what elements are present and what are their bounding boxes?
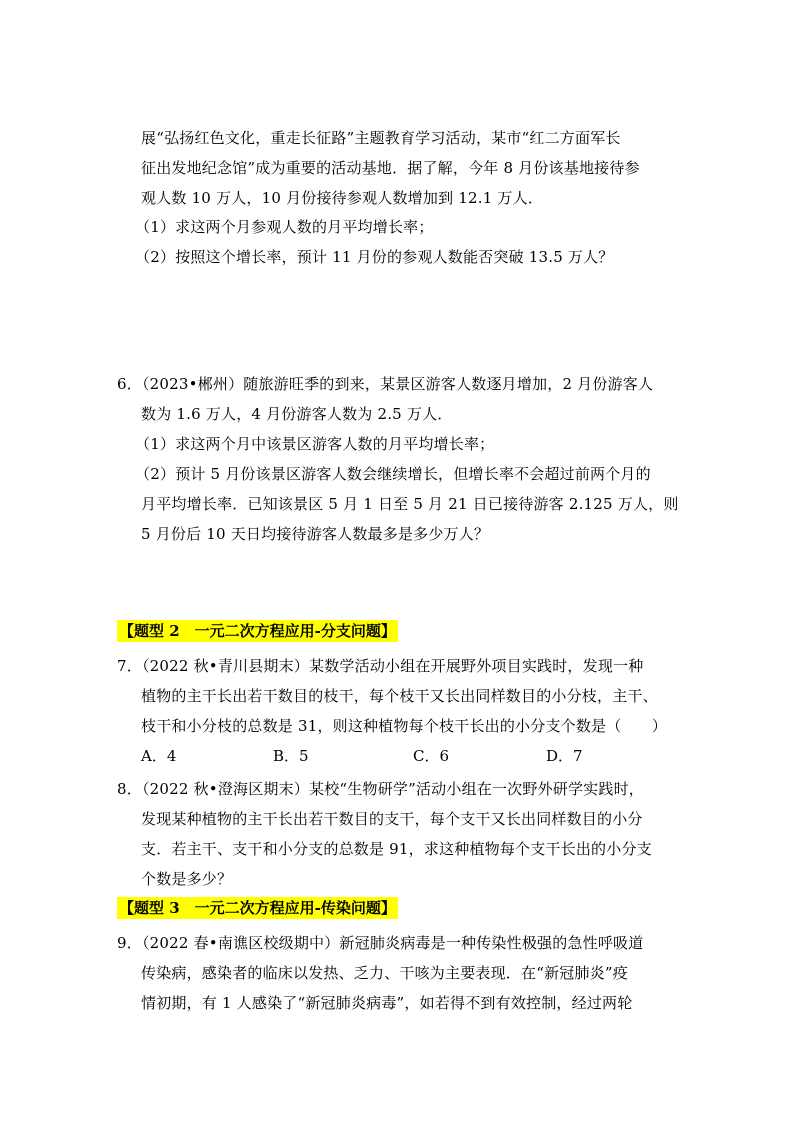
problem-5-line-3: 观人数 10 万人，10 月份接待参观人数增加到 12.1 万人． (141, 189, 544, 207)
problem-8-line-4: 个数是多少？ (141, 870, 233, 888)
problem-8-line-2: 发现某种植物的主干长出若干数目的支干，每个支干又长出同样数目的小分 (141, 810, 643, 828)
problem-8-line-1: 8．（2022 秋•澄海区期末）某校“生物研学”活动小组在一次野外研学实践时， (117, 780, 644, 798)
problem-6-part-1: （1）求这两个月中该景区游客人数的月平均增长率； (135, 435, 495, 453)
choice-a: A．4 (141, 747, 177, 765)
problem-7-choices (141, 745, 661, 767)
problem-5-part-2: （2）按照这个增长率，预计 11 月份的参观人数能否突破 13.5 万人？ (135, 248, 614, 266)
problem-9-line-2: 传染病，感染者的临床以发热、乏力、干咳为主要表现．在“新冠肺炎”疫 (141, 964, 628, 982)
choice-b: B．5 (273, 747, 309, 765)
problem-6-line-6: 5 月份后 10 天日均接待游客人数最多是多少万人？ (141, 525, 490, 543)
problem-6-line-2: 数为 1.6 万人，4 月份游客人数为 2.5 万人． (141, 405, 453, 423)
section-2-title: 【题型 2 一元二次方程应用-分支问题】 (119, 622, 396, 640)
problem-7-line-1: 7．（2022 秋•青川县期末）某数学活动小组在开展野外项目实践时，发现一种 (117, 657, 644, 675)
problem-6-part-2: （2）预计 5 月份该景区游客人数会继续增长，但增长率不会超过前两个月的 (135, 465, 651, 483)
problem-5-line-1: 展“弘扬红色文化，重走长征路”主题教育学习活动，某市“红二方面军长 (141, 129, 621, 147)
problem-7-line-3: 枝干和小分枝的总数是 31，则这种植物每个枝干长出的小分支个数是（ ） (141, 717, 668, 735)
problem-9-line-1: 9．（2022 春•南谯区校级期中）新冠肺炎病毒是一种传染性极强的急性呼吸道 (117, 934, 644, 952)
problem-9-line-3: 情初期，有 1 人感染了“新冠肺炎病毒”，如若得不到有效控制，经过两轮 (141, 994, 633, 1012)
problem-5-part-1: （1）求这两个月参观人数的月平均增长率； (135, 218, 434, 236)
choice-d: D．7 (546, 747, 583, 765)
section-3-title: 【题型 3 一元二次方程应用-传染问题】 (119, 899, 396, 917)
problem-5-line-2: 征出发地纪念馆”成为重要的活动基地．据了解，今年 8 月份该基地接待参 (141, 159, 640, 177)
problem-6-line-5: 月平均增长率．已知该景区 5 月 1 日至 5 月 21 日已接待游客 2.125 万人，则 (141, 495, 679, 513)
problem-6-line-1: 6．（2023•郴州）随旅游旺季的到来，某景区游客人数逐月增加，2 月份游客人 (117, 375, 654, 393)
choice-c: C．6 (413, 747, 450, 765)
problem-7-line-2: 植物的主干长出若干数目的枝干，每个枝干又长出同样数目的小分枝，主干、 (141, 687, 658, 705)
problem-8-line-3: 支．若主干、支干和小分支的总数是 91，求这种植物每个支干长出的小分支 (141, 840, 652, 858)
